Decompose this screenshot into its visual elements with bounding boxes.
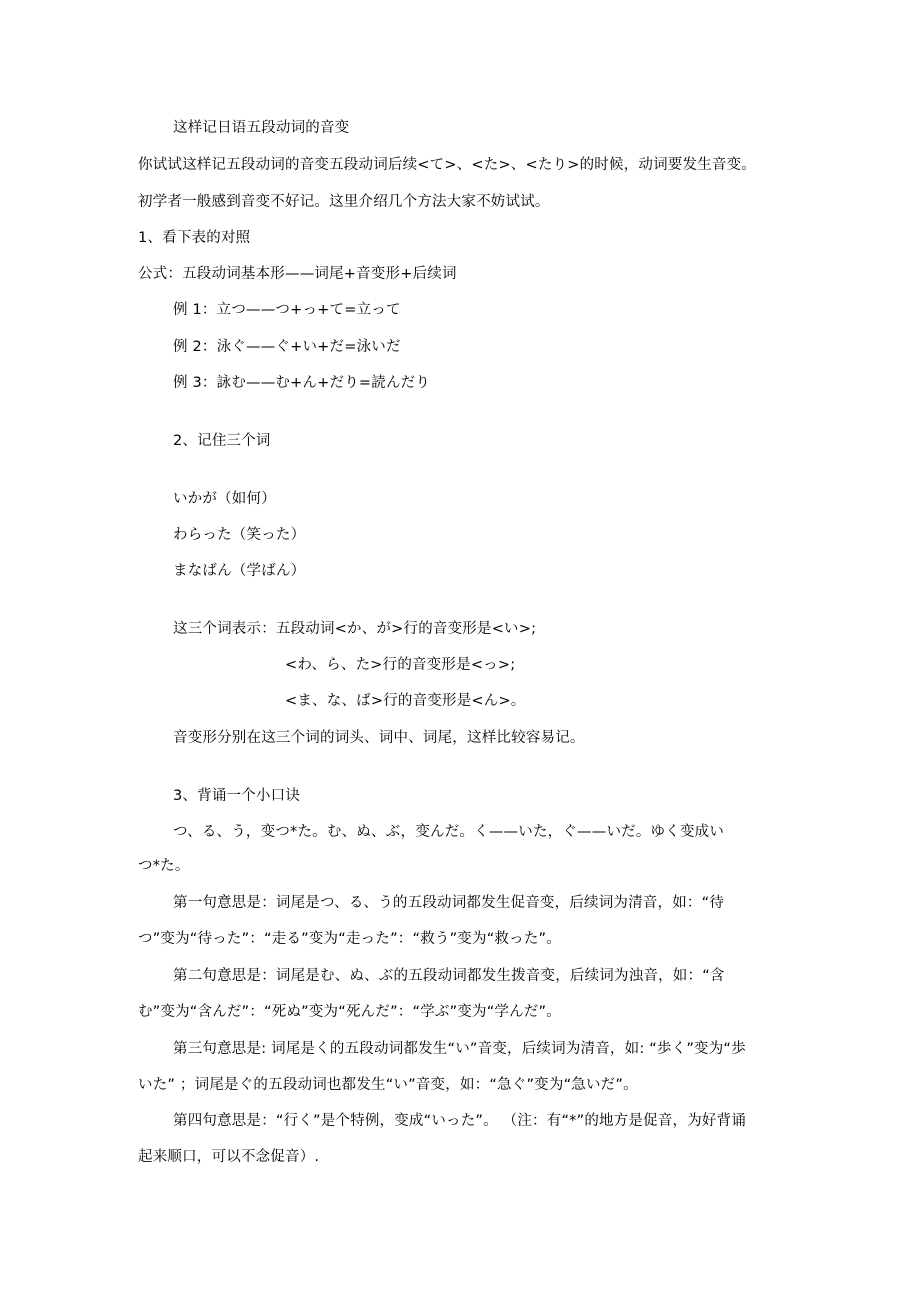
explanation-1-line-1: 第一句意思是：词尾是つ、る、う的五段动词都发生促音变，后续词为清音，如：“待 <box>173 895 725 911</box>
explanation-2-line-1: 第二句意思是：词尾是む、ぬ、ぶ的五段动词都发生拨音变，后续词为浊音，如：“含 <box>173 968 725 984</box>
rule-line-1: 这三个词表示：五段动词<か、が>行的音变形是<い>; <box>173 621 537 637</box>
intro-line-1: 你试试这样记五段动词的音变五段动词后续<て>、<た>、<たり>的时候，动词要发生音变。 <box>138 157 756 173</box>
explanation-4-line-1: 第四句意思是：“行く”是个特例，变成“いった”。 （注：有“*”的地方是促音，为好背诵 <box>173 1113 747 1129</box>
example-2: 例 2：泳ぐ——ぐ+い+だ=泳いだ <box>173 339 401 355</box>
explanation-4-line-2: 起来顺口，可以不念促音）. <box>138 1149 320 1165</box>
intro-line-2: 初学者一般感到音变不好记。这里介绍几个方法大家不妨试试。 <box>138 194 550 210</box>
mnemonic-word-3: まなばん（学ばん） <box>173 563 306 579</box>
mnemonic-word-2: わらった（笑った） <box>173 527 306 543</box>
document-title: 这样记日语五段动词的音变 <box>173 120 350 136</box>
mnemonic-line-1: つ、る、う，变つ*た。む、ぬ、ぶ，变んだ。く——いた，ぐ——いだ。ゆく变成い <box>173 824 725 840</box>
explanation-2-line-2: む”变为“含んだ”：“死ぬ”变为“死んだ”：“学ぶ”变为“学んだ”。 <box>138 1004 561 1020</box>
summary-line: 音变形分别在这三个词的词头、词中、词尾，这样比较容易记。 <box>173 730 585 746</box>
rule-line-2: <わ、ら、た>行的音变形是<っ>; <box>285 657 516 673</box>
explanation-3-line-2: いた” ；词尾是ぐ的五段动词也都发生“い”音变，如：“急ぐ”变为“急いだ”。 <box>138 1077 638 1093</box>
section-2-heading: 2、记住三个词 <box>173 433 271 449</box>
example-3: 例 3：詠む——む+ん+だり=読んだり <box>173 375 431 391</box>
rule-line-3: <ま、な、ば>行的音变形是<ん>。 <box>285 693 526 709</box>
mnemonic-line-2: つ*た。 <box>138 858 190 874</box>
formula-line: 公式：五段动词基本形——词尾+音变形+后续词 <box>138 266 457 282</box>
section-3-heading: 3、背诵一个小口诀 <box>173 788 301 804</box>
explanation-3-line-1: 第三句意思是: 词尾是く的五段动词都发生“い”音变，后续词为清音，如: “歩く”变为“歩 <box>173 1041 746 1057</box>
explanation-1-line-2: つ”变为“待った”：“走る”变为“走った”：“救う”变为“救った”。 <box>138 931 561 947</box>
mnemonic-word-1: いかが（如何） <box>173 491 276 507</box>
example-1: 例 1：立つ——つ+っ+て=立って <box>173 302 401 318</box>
section-1-heading: 1、看下表的对照 <box>138 230 251 246</box>
